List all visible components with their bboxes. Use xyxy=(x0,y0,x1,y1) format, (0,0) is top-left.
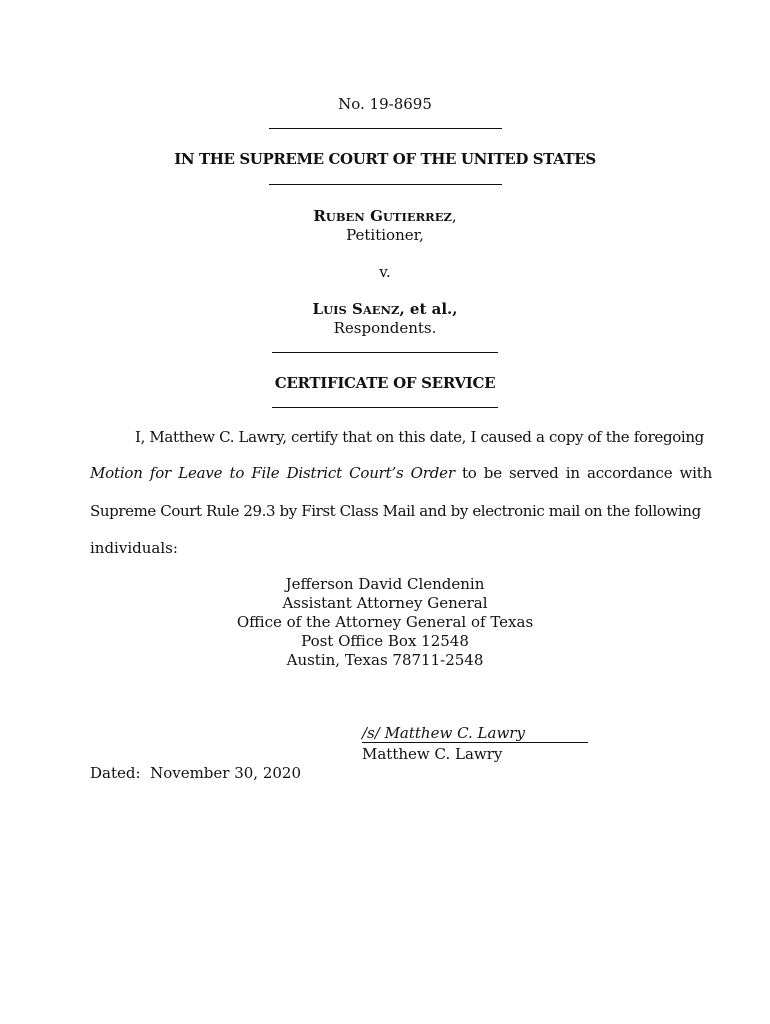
dated-line: Dated: November 30, 2020 xyxy=(90,764,302,782)
respondent-name: LUIS SAENZ, et al., xyxy=(312,300,458,318)
divider-rule-1 xyxy=(269,128,502,129)
recipient-address-line-2: Austin, Texas 78711-2548 xyxy=(286,651,484,669)
recipient-title: Assistant Attorney General xyxy=(282,594,488,612)
body-line-4: individuals: xyxy=(90,539,178,557)
recipient-name: Jefferson David Clendenin xyxy=(285,575,485,593)
motion-title: Motion for Leave to File District Court’s Order xyxy=(90,464,455,482)
recipient-address-line-1: Post Office Box 12548 xyxy=(301,632,469,650)
document-title: CERTIFICATE OF SERVICE xyxy=(274,374,496,392)
petitioner-name: RUBEN GUTIERREZ, xyxy=(313,207,457,225)
case-number: No. 19-8695 xyxy=(338,95,432,113)
petitioner-role: Petitioner, xyxy=(346,226,424,244)
electronic-signature: /s/ Matthew C. Lawry xyxy=(362,724,588,743)
body-line-3: Supreme Court Rule 29.3 by First Class Mail and by electronic mail on the following xyxy=(90,502,701,520)
divider-rule-4 xyxy=(272,407,498,408)
body-line-2: Motion for Leave to File District Court’s Order to be served in accordance with xyxy=(90,464,713,482)
recipient-office: Office of the Attorney General of Texas xyxy=(236,613,534,631)
divider-rule-2 xyxy=(269,184,502,185)
divider-rule-3 xyxy=(272,352,498,353)
versus-label: v. xyxy=(379,263,391,281)
court-heading: IN THE SUPREME COURT OF THE UNITED STATES xyxy=(174,150,596,168)
signer-printed-name: Matthew C. Lawry xyxy=(362,745,503,763)
respondent-role: Respondents. xyxy=(333,319,437,337)
body-line-1: I, Matthew C. Lawry, certify that on this date, I caused a copy of the foregoing xyxy=(135,428,704,446)
